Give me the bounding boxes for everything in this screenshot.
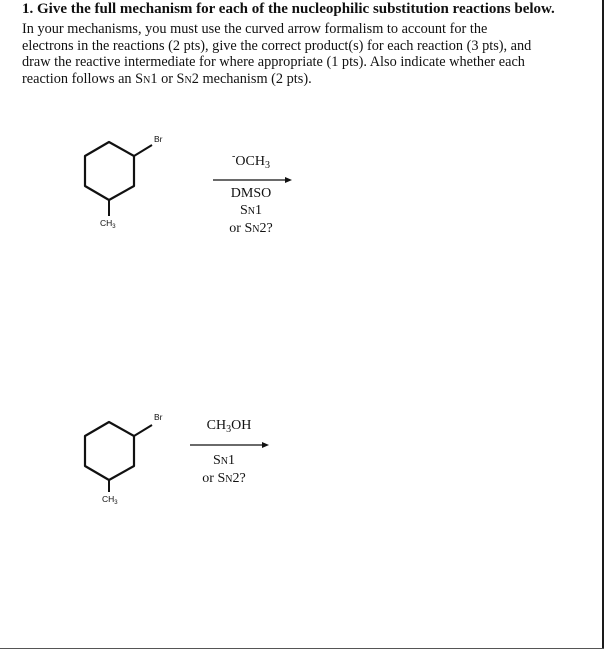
question-title: 1. Give the full mechanism for each of the nucleophilic substitution reactions below. [22, 1, 555, 17]
sn1-label: SN1 [212, 453, 236, 468]
reaction-arrow-1 [213, 175, 293, 185]
sn2-question-label: or SN2? [202, 471, 246, 486]
reagent-above-2: $CH_3OH$ [206, 418, 252, 435]
reaction-arrow-2 [190, 440, 270, 450]
bond-to-br [134, 425, 152, 436]
conditions-below-1 [214, 185, 288, 238]
br-label: Br [154, 134, 163, 144]
methyl-label: $CH_3$ [100, 218, 116, 230]
cyclohexane-ring-1 [78, 128, 168, 238]
question-instructions [22, 21, 582, 89]
sn2-question-label: or SN2? [229, 221, 273, 236]
sn1-label: SN1 [239, 203, 263, 218]
br-label: Br [154, 412, 163, 422]
instructions-line: In your mechanisms, you must use the curved arrow formalism to account for the [22, 21, 488, 37]
charge-sign: - [232, 151, 236, 162]
instructions-line: reaction follows an SN1 or SN2 mechanism (2 pts). [22, 70, 312, 87]
conditions-below-2 [192, 452, 256, 488]
methyl-label: $CH_3$ [102, 494, 118, 506]
substrate-molecule-1 [78, 128, 168, 238]
substrate-molecule-2 [78, 408, 168, 518]
reagent-above-1: $^-OCH_3$ [232, 151, 270, 171]
cyclohexane-ring-2 [78, 408, 168, 518]
bond-to-br [134, 145, 152, 156]
instructions-line: electrons in the reactions (2 pts), give the correct product(s) for each reaction (3 pts), and [22, 37, 532, 54]
solvent-label: DMSO [230, 186, 272, 201]
instructions-line: draw the reactive intermediate for where appropriate (1 pts). Also indicate whether each [22, 54, 525, 71]
